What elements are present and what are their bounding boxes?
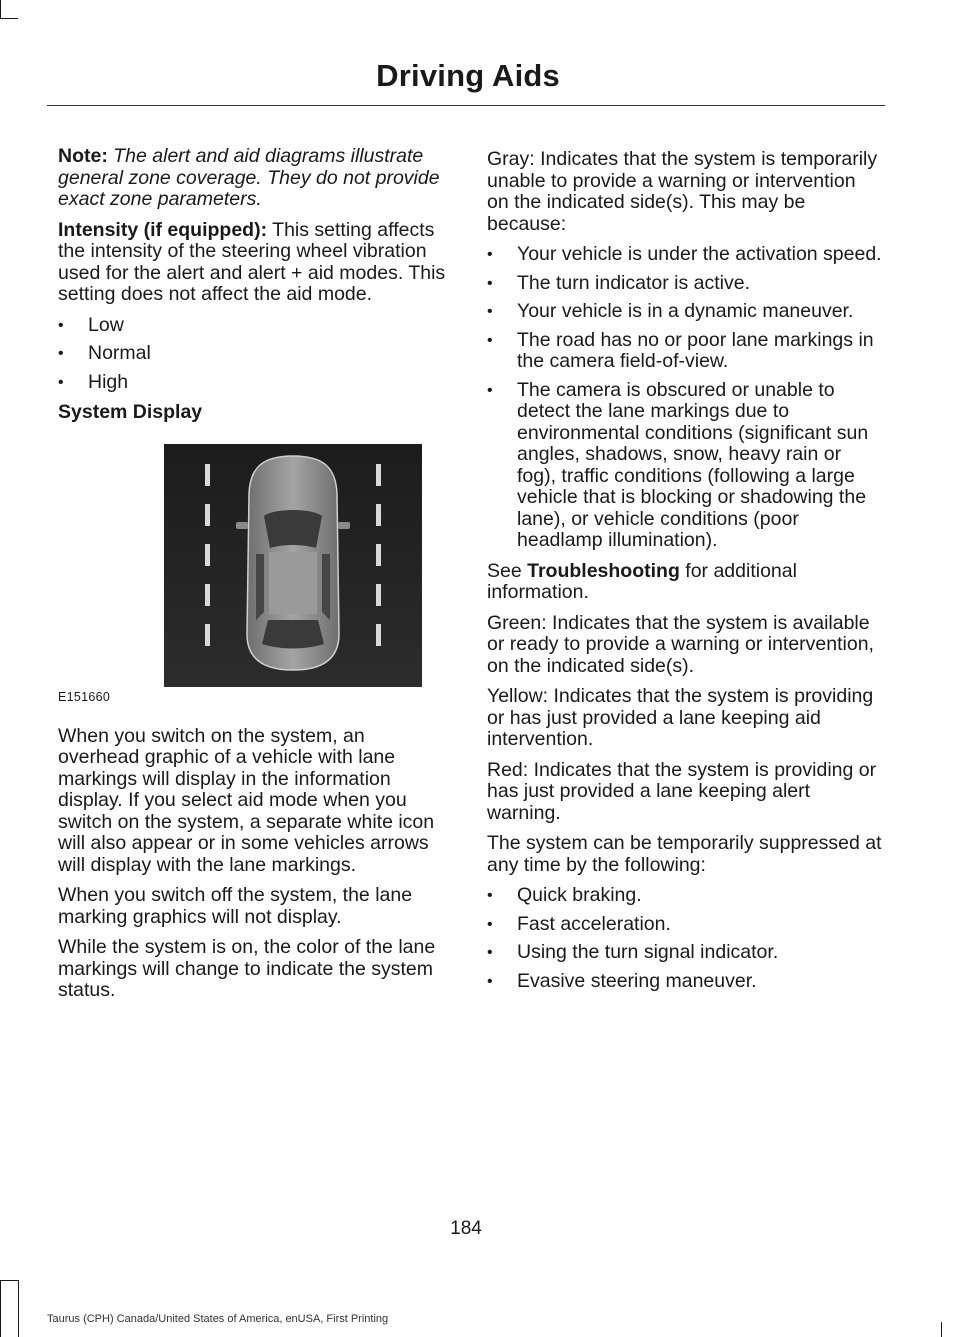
list-item: • The turn indicator is active. [487,273,882,295]
crop-mark [0,0,1,18]
list-item: • Low [58,315,450,337]
section-title: Driving Aids [376,58,560,93]
see-prefix: See [487,559,522,582]
list-item: • High [58,372,450,394]
list-item: • The road has no or poor lane markings in the camera field-of-view. [487,330,882,373]
crop-mark [0,18,18,19]
list-item: • Your vehicle is under the activation speed. [487,244,882,266]
crop-mark [941,1322,942,1337]
red-status-paragraph: Red: Indicates that the system is providing or has just provided a lane keeping alert warning. [487,758,877,824]
left-column [58,146,450,1011]
list-item: • Your vehicle is in a dynamic maneuver. [487,301,882,323]
crop-mark [0,1280,18,1281]
list-item: • Using the turn signal indicator. [487,942,882,964]
note-label: Note: [58,145,108,167]
list-item: • Evasive steering maneuver. [487,971,882,993]
note-text: The alert and aid diagrams illustrate general zone coverage. They do not provide exact zone parameters. [58,145,440,210]
lane-display-illustration [164,444,422,687]
list-item: • The camera is obscured or unable to detect the lane markings due to environmental conditions (significant sun angles, shadows, snow, heavy rain or fog), traffic conditions (following a large vehicle that is blocking or shadowing the lane), or vehicle conditions (poor headlamp illumination). [487,380,882,552]
list-item: • Fast acceleration. [487,914,882,936]
gray-status-paragraph: Gray: Indicates that the system is temporarily unable to provide a warning or intervention on the indicated side(s). This may be because: [487,148,878,235]
intensity-options-list [58,315,450,394]
body-paragraph: While the system is on, the color of the lane markings will change to indicate the system status. [58,936,436,1001]
body-paragraph: When you switch off the system, the lane marking graphics will not display. [58,884,413,928]
page-number: 184 [450,1218,482,1239]
system-display-heading: System Display [58,401,203,423]
suppress-list [487,885,882,992]
crop-mark [18,1280,19,1337]
green-status-paragraph: Green: Indicates that the system is available or ready to provide a warning or intervention, on the indicated side(s). [487,611,874,677]
note-paragraph [58,146,450,211]
figure-code: E151660 [58,689,111,704]
vehicle-icon [236,456,350,670]
yellow-status-paragraph: Yellow: Indicates that the system is providing or has just provided a lane keeping aid intervention. [487,685,874,750]
intensity-label: Intensity (if equipped): [58,218,268,241]
suppress-paragraph: The system can be temporarily suppressed at any time by the following: [487,832,882,876]
troubleshooting-link[interactable]: Troubleshooting [527,559,680,582]
print-info: Taurus (CPH) Canada/United States of America, enUSA, First Printing [47,1313,389,1325]
see-reference-paragraph [487,561,882,604]
crop-mark [0,1280,1,1337]
list-item: • Normal [58,343,450,365]
intensity-text: This setting affects the intensity of the steering wheel vibration used for the alert and alert + aid modes. This setting does not affect the aid mode. [58,218,446,305]
see-suffix: for additional information. [487,559,797,603]
intensity-paragraph [58,220,450,306]
body-paragraph: When you switch on the system, an overhead graphic of a vehicle with lane markings will display in the information display. If you select aid mode when you switch on the system, a separate white icon will also appear or in some vehicles arrows will display with the lane markings. [58,724,435,876]
right-column [487,149,882,1001]
gray-reasons-list [487,244,882,552]
list-item: • Quick braking. [487,885,882,907]
header-divider [47,105,885,106]
system-display-figure [58,444,450,712]
